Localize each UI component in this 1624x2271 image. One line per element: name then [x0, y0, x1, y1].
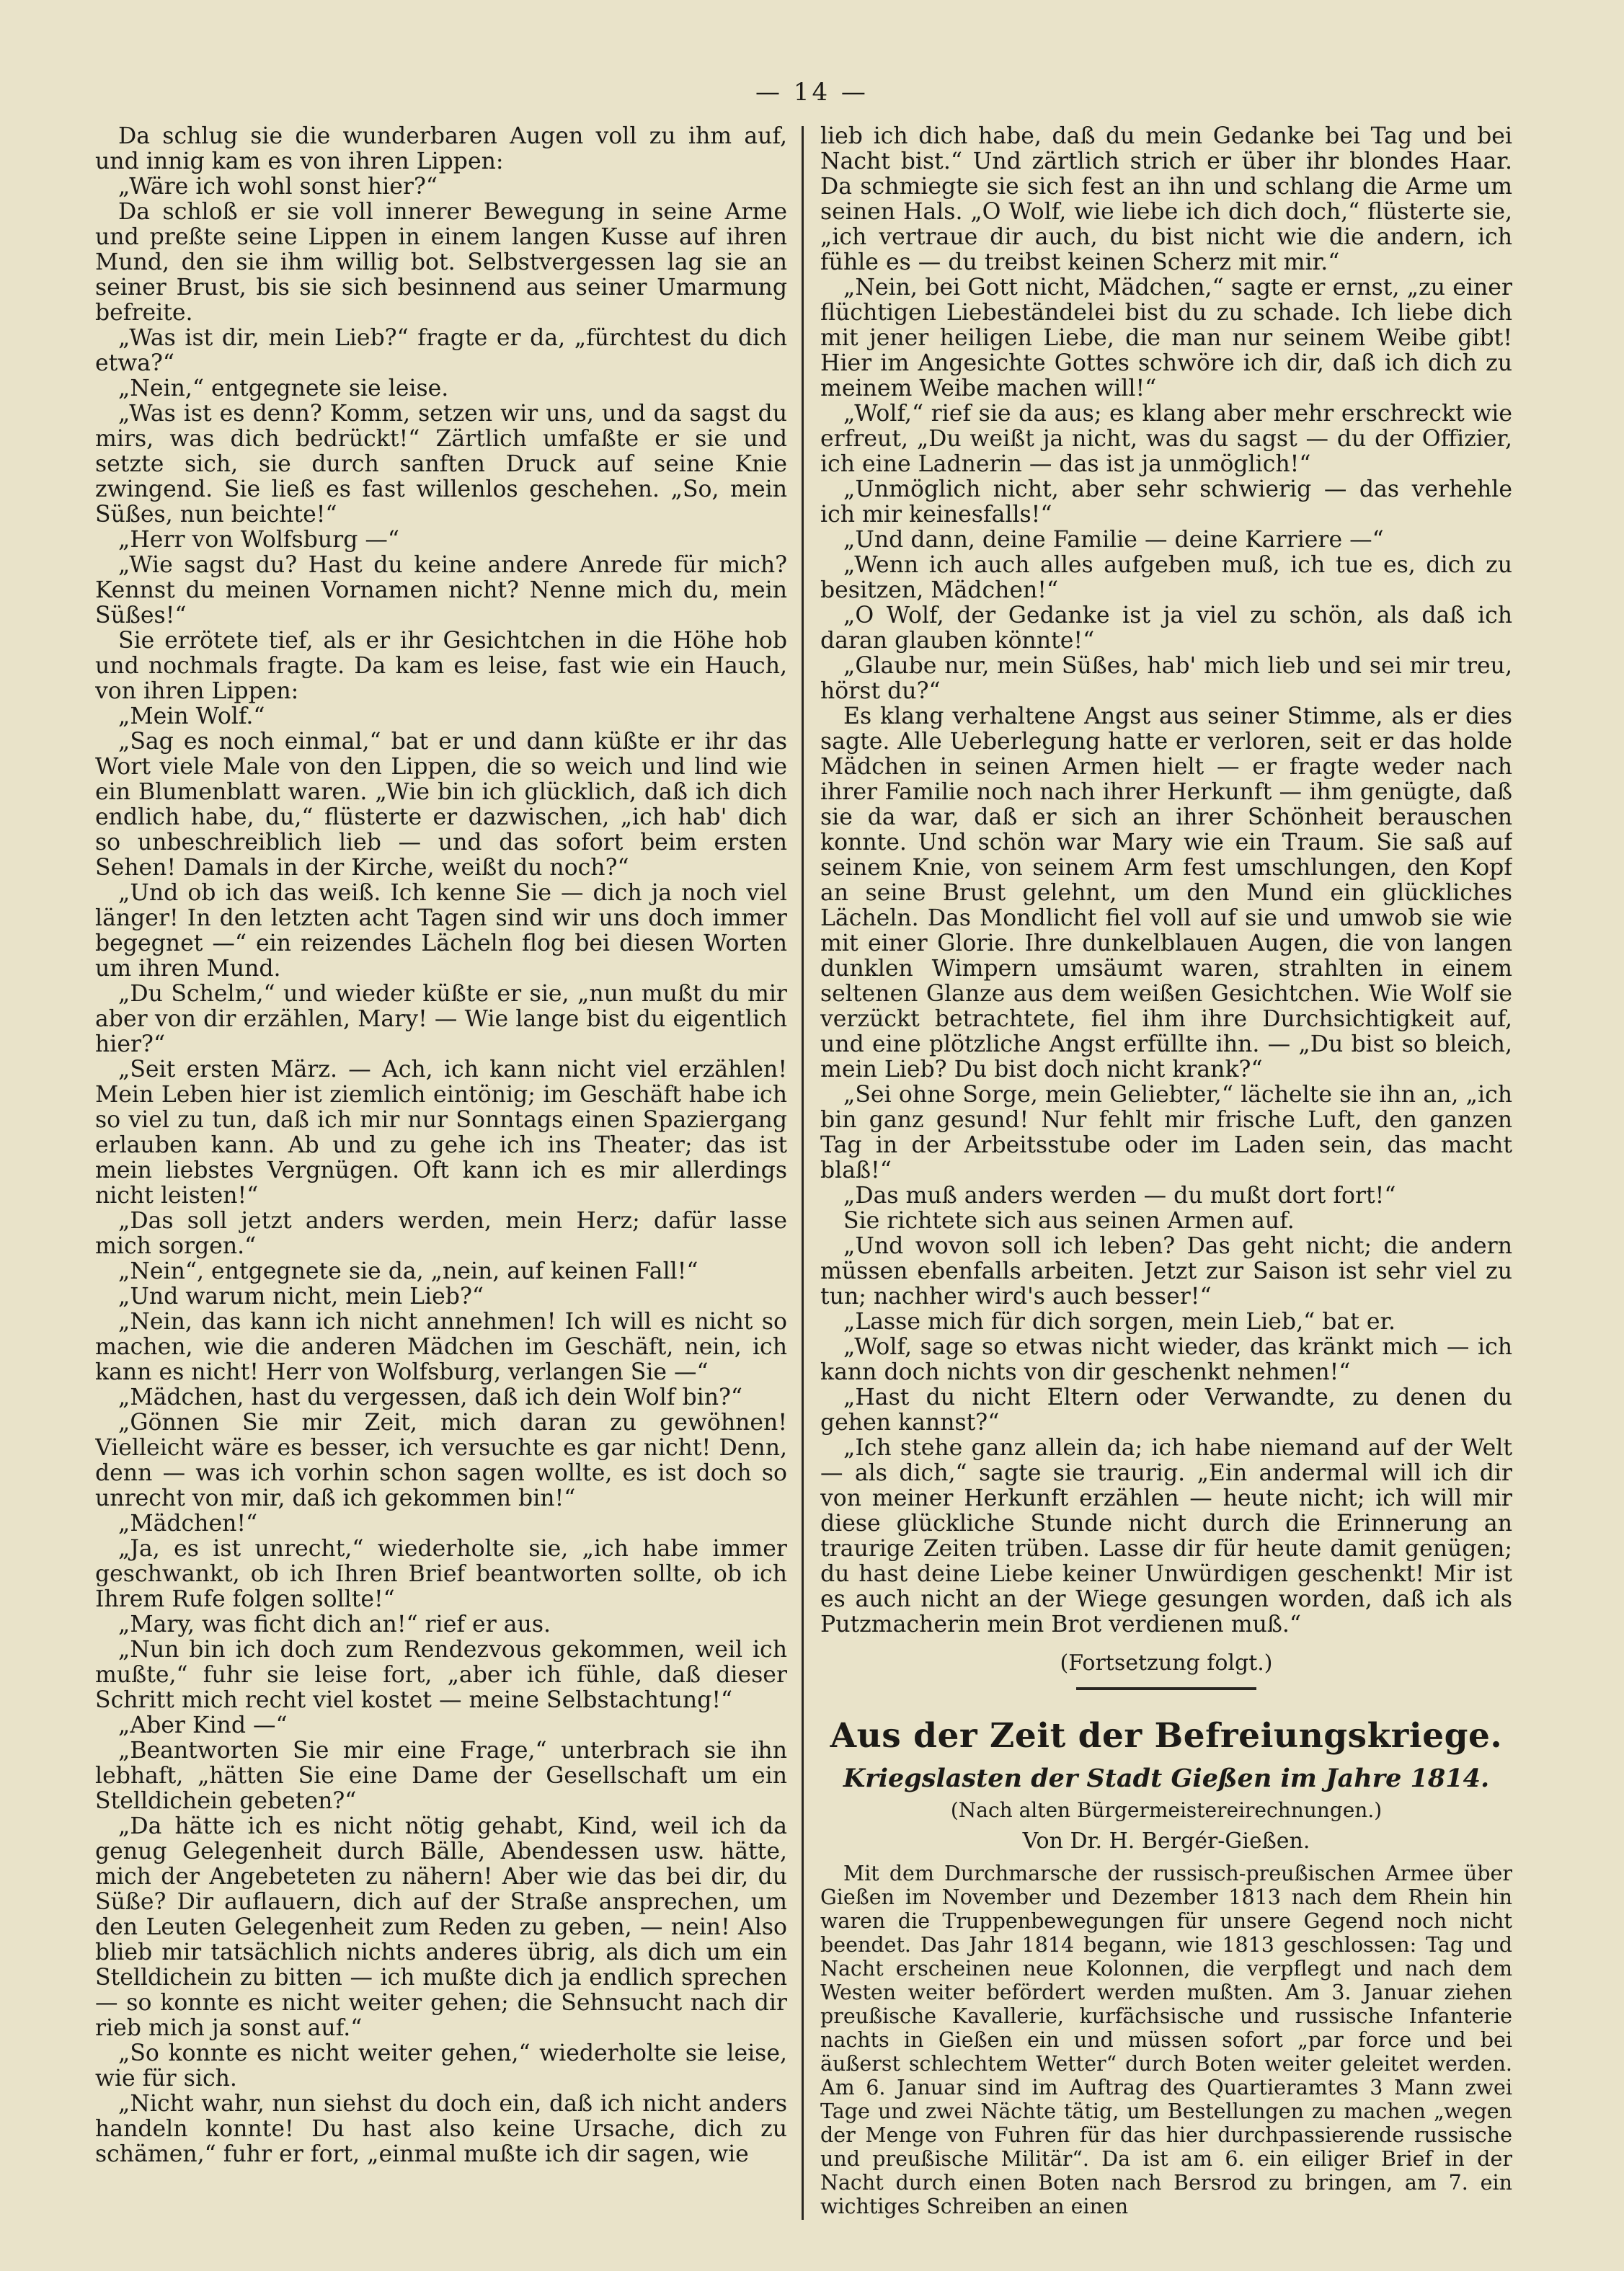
paragraph: „Herr von Wolfsburg —“ [118, 527, 400, 553]
paragraph: „Lasse mich für dich sorgen, mein Lieb,“ bat er. [843, 1309, 1396, 1335]
paragraph: „Mädchen, hast du vergessen, daß ich dein Wolf bin?“ [118, 1385, 743, 1410]
paragraph: „Nein,“ entgegnete sie leise. [118, 375, 449, 401]
paragraph: „Ja, es ist unrecht,“ wiederholte sie, „ich habe immer geschwankt, ob ich Ihren Brief beantworten sollte, ob ich Ihrem Rufe folgen sollte!“ [95, 1536, 787, 1612]
paragraph: „Das soll jetzt anders werden, mein Herz; dafür lasse mich sorgen.“ [95, 1208, 787, 1259]
paragraph: „Aber Kind —“ [118, 1712, 288, 1738]
paragraph: „Wolf,“ rief sie da aus; es klang aber mehr erschreckt wie erfreut, „Du weißt ja nicht, was du sagst — du der Offizier, ich eine Ladnerin — das ist ja unmöglich!“ [820, 401, 1512, 477]
article-body [820, 1862, 1512, 2218]
article-subtitle: Kriegslasten der Stadt Gießen im Jahre 1814. [843, 1764, 1490, 1793]
paragraph: „Mary, was ficht dich an!“ rief er aus. [118, 1612, 551, 1637]
paragraph: „Du Schelm,“ und wieder küßte er sie, „nun mußt du mir aber von dir erzählen, Mary! — Wie lange bist du eigentlich hier?“ [95, 981, 787, 1057]
paragraph: „Ich stehe ganz allein da; ich habe niemand auf der Welt — als dich,“ sagte sie traurig. „Ein andermal will ich dir von meiner Herkunft erzählen — heute nicht; ich will mir diese glückliche Stunde nicht durch die Erinnerung an traurige Zeiten trüben. Lasse dir für heute damit genügen; du hast deine Liebe keiner Unwürdigen geschenkt! Mir ist es auch nicht an der Wiege gesungen worden, daß ich als Putzmacherin mein Brot verdienen muß.“ [820, 1435, 1512, 1637]
left-column [95, 124, 787, 2236]
paragraph: „Nein“, entgegnete sie da, „nein, auf keinen Fall!“ [118, 1258, 698, 1284]
paragraph: „Und ob ich das weiß. Ich kenne Sie — dich ja noch viel länger! In den letzten acht Tagen sind wir uns doch immer begegnet —“ ein reizendes Lächeln flog bei diesen Worten um ihren Mund. [95, 880, 787, 982]
paragraph: „Beantworten Sie mir eine Frage,“ unterbrach sie ihn lebhaft, „hätten Sie eine Dame der Gesellschaft um ein Stelldichein gebeten?“ [95, 1738, 787, 1814]
paragraph: Es klang verhaltene Angst aus seiner Stimme, als er dies sagte. Alle Ueberlegung hatte er verloren, seit er das holde Mädchen in seinen Armen hielt — er fragte weder nach ihrer Familie noch nach ihrer Herkunft — ihm genügte, daß sie da war, daß er sich an ihrer Schönheit berauschen konnte. Und schön war Mary wie ein Traum. Sie saß auf seinem Knie, von seinem Arm fest umschlungen, den Kopf an seine Brust gelehnt, um den Mund ein glückliches Lächeln. Das Mondlicht fiel voll auf sie und umwob sie wie mit einer Glorie. Ihre dunkelblauen Augen, die von langen dunklen Wimpern umsäumt waren, strahlten in einem seltenen Glanze aus dem weißen Gesichtchen. Wie Wolf sie verzückt betrachtete, fiel ihm ihre Durchsichtigkeit auf, und eine plötzliche Angst erfüllte ihn. — „Du bist so bleich, mein Lieb? Du bist doch nicht krank?“ [820, 703, 1512, 1083]
paragraph: „Und warum nicht, mein Lieb?“ [118, 1284, 484, 1310]
right-column [820, 124, 1512, 2236]
paragraph: „Seit ersten März. — Ach, ich kann nicht viel erzählen! Mein Leben hier ist ziemlich eintönig; im Geschäft habe ich so viel zu tun, daß ich mir nur Sonntags einen Spaziergang erlauben kann. Ab und zu gehe ich ins Theater; das ist mein liebstes Vergnügen. Oft kann ich es mir allerdings nicht leisten!“ [95, 1057, 787, 1209]
paragraph: „Nun bin ich doch zum Rendezvous gekommen, weil ich mußte,“ fuhr sie leise fort, „aber ich fühle, daß dieser Schritt mich recht viel kostet — meine Selbstachtung!“ [95, 1637, 787, 1713]
paragraph: „Glaube nur, mein Süßes, hab' mich lieb und sei mir treu, hörst du?“ [820, 653, 1512, 704]
paragraph: „Sag es noch einmal,“ bat er und dann küßte er ihr das Wort viele Male von den Lippen, die so weich und lind wie ein Blumenblatt waren. „Wie bin ich glücklich, daß ich dich endlich habe, du,“ flüsterte er dazwischen, „ich hab' dich so unbeschreiblich lieb — und das sofort beim ersten Sehen! Damals in der Kirche, weißt du noch?“ [95, 729, 787, 881]
continuation-note: (Fortsetzung folgt.) [1060, 1650, 1273, 1676]
paragraph: „Und wovon soll ich leben? Das geht nicht; die andern müssen ebenfalls arbeiten. Jetzt zur Saison ist sehr viel zu tun; nachher wird's auch besser!“ [820, 1233, 1512, 1310]
paragraph: „Nicht wahr, nun siehst du doch ein, daß ich nicht anders handeln konnte! Du hast also keine Ursache, dich zu schämen,“ fuhr er fort, „einmal mußte ich dir sagen, wie [95, 2091, 787, 2167]
paragraph: „Nein, bei Gott nicht, Mädchen,“ sagte er ernst, „zu einer flüchtigen Liebeständelei bist du zu schade. Ich liebe dich mit jener heiligen Liebe, die man nur seinem Weibe gibt! Hier im Angesichte Gottes schwöre ich dir, daß ich dich zu meinem Weibe machen will!“ [820, 275, 1512, 401]
paragraph: „Wäre ich wohl sonst hier?“ [118, 174, 438, 200]
paragraph: „Was ist dir, mein Lieb?“ fragte er da, „fürchtest du dich etwa?“ [95, 325, 787, 376]
paragraph: Sie errötete tief, als er ihr Gesichtchen in die Höhe hob und nochmals fragte. Da kam es leise, fast wie ein Hauch, von ihren Lippen: [95, 628, 787, 704]
article-author: Von Dr. H. Bergér-Gießen. [1022, 1828, 1310, 1854]
paragraph: „Das muß anders werden — du mußt dort fort!“ [843, 1183, 1396, 1209]
paragraph: „Da hätte ich es nicht nötig gehabt, Kind, weil ich da genug Gelegenheit durch Bälle, Abendessen usw. hätte, mich der Angebeteten zu nähern! Aber wie das bei dir, du Süße? Dir auflauern, dich auf der Straße ansprechen, um den Leuten Gelegenheit zum Reden zu geben, — nein! Also blieb mir tatsächlich nichts anderes übrig, als dich um ein Stelldichein zu bitten — ich mußte dich ja endlich sprechen — so konnte es nicht weiter gehen; die Sehnsucht nach dir rieb mich ja sonst auf.“ [95, 1813, 787, 2041]
paragraph: „Mein Wolf.“ [118, 703, 265, 729]
column-divider [802, 126, 804, 2220]
paragraph: „Wolf, sage so etwas nicht wieder, das kränkt mich — ich kann doch nichts von dir geschenkt nehmen!“ [820, 1334, 1512, 1385]
paragraph: „Nein, das kann ich nicht annehmen! Ich will es nicht so machen, wie die anderen Mädchen im Geschäft, nein, ich kann es nicht! Herr von Wolfsburg, verlangen Sie —“ [95, 1309, 787, 1385]
paragraph: „Mädchen!“ [118, 1511, 258, 1537]
paragraph: „Wenn ich auch alles aufgeben muß, ich tue es, dich zu besitzen, Mädchen!“ [820, 552, 1512, 603]
paragraph: „Wie sagst du? Hast du keine andere Anrede für mich? Kennst du meinen Vornamen nicht? Nenne mich du, mein Süßes!“ [95, 552, 787, 628]
paragraph: Sie richtete sich aus seinen Armen auf. [843, 1208, 1295, 1234]
article-title: Aus der Zeit der Befreiungskriege. [830, 1716, 1503, 1756]
paragraph: „So konnte es nicht weiter gehen,“ wiederholte sie leise, wie für sich. [95, 2040, 787, 2092]
paragraph: „Sei ohne Sorge, mein Geliebter,“ lächelte sie ihn an, „ich bin ganz gesund! Nur fehlt mir frische Luft, den ganzen Tag in der Arbeitsstube oder im Laden sein, das macht blaß!“ [820, 1082, 1512, 1183]
paragraph: „Und dann, deine Familie — deine Karriere —“ [843, 527, 1384, 553]
paragraph: „Was ist es denn? Komm, setzen wir uns, und da sagst du mirs, was dich bedrückt!“ Zärtlich umfaßte er sie und setzte sich, sie durch sanften Druck auf seine Knie zwingend. Sie ließ es fast willenlos geschehen. „So, mein Süßes, nun beichte!“ [95, 401, 787, 528]
paragraph: „O Wolf, der Gedanke ist ja viel zu schön, als daß ich daran glauben könnte!“ [820, 603, 1512, 654]
paragraph: „Hast du nicht Eltern oder Verwandte, zu denen du gehen kannst?“ [820, 1385, 1512, 1436]
paragraph: Mit dem Durchmarsche der russisch-preußischen Armee über Gießen im November und Dezember 1813 nach dem Rhein hin waren die Truppenbewegungen für unsere Gegend noch nicht beendet. Das Jahr 1814 begann, wie 1813 geschlossen: Tag und Nacht erscheinen neue Kolonnen, die verpflegt und nach dem Westen weiter befördert werden mußten. Am 3. Januar ziehen preußische Kavallerie, kurfächsische und russische Infanterie nachts in Gießen ein und müssen sofort „par force und bei äußerst schlechtem Wetter“ durch Boten weiter geleitet werden. Am 6. Januar sind im Auftrag des Quartieramtes 3 Mann zwei Tage und zwei Nächte tätig, um Bestellungen zu machen „wegen der Menge von Fuhren für das hier durchpassierende russische und preußische Militär“. Da ist am 6. ein eiliger Brief in der Nacht durch einen Boten nach Bersrod zu bringen, am 7. ein wichtiges Schreiben an einen [820, 1862, 1512, 2218]
paragraph: Da schloß er sie voll innerer Bewegung in seine Arme und preßte seine Lippen in einem langen Kusse auf ihren Mund, den sie ihm willig bot. Selbstvergessen lag sie an seiner Brust, bis sie sich besinnend aus seiner Umarmung befreite. [95, 199, 787, 326]
article-source-note: (Nach alten Bürgermeistereirechnungen.) [950, 1798, 1383, 1822]
paragraph: Da schlug sie die wunderbaren Augen voll zu ihm auf, und innig kam es von ihren Lippen: [95, 124, 787, 174]
paragraph: „Unmöglich nicht, aber sehr schwierig — das verhehle ich mir keinesfalls!“ [820, 476, 1512, 528]
section-rule [1076, 1687, 1256, 1690]
page-number: — 14 — [755, 78, 869, 107]
paragraph: „Gönnen Sie mir Zeit, mich daran zu gewöhnen! Vielleicht wäre es besser, ich versuchte es gar nicht! Denn, denn — was ich vorhin schon sagen wollte, es ist doch so unrecht von mir, daß ich gekommen bin!“ [95, 1410, 787, 1511]
paragraph: lieb ich dich habe, daß du mein Gedanke bei Tag und bei Nacht bist.“ Und zärtlich strich er über ihr blondes Haar. Da schmiegte sie sich fest an ihn und schlang die Arme um seinen Hals. „O Wolf, wie liebe ich dich doch,“ flüsterte sie, „ich vertraue dir auch, du bist nicht wie die andern, ich fühle es — du treibst keinen Scherz mit mir.“ [820, 124, 1512, 275]
